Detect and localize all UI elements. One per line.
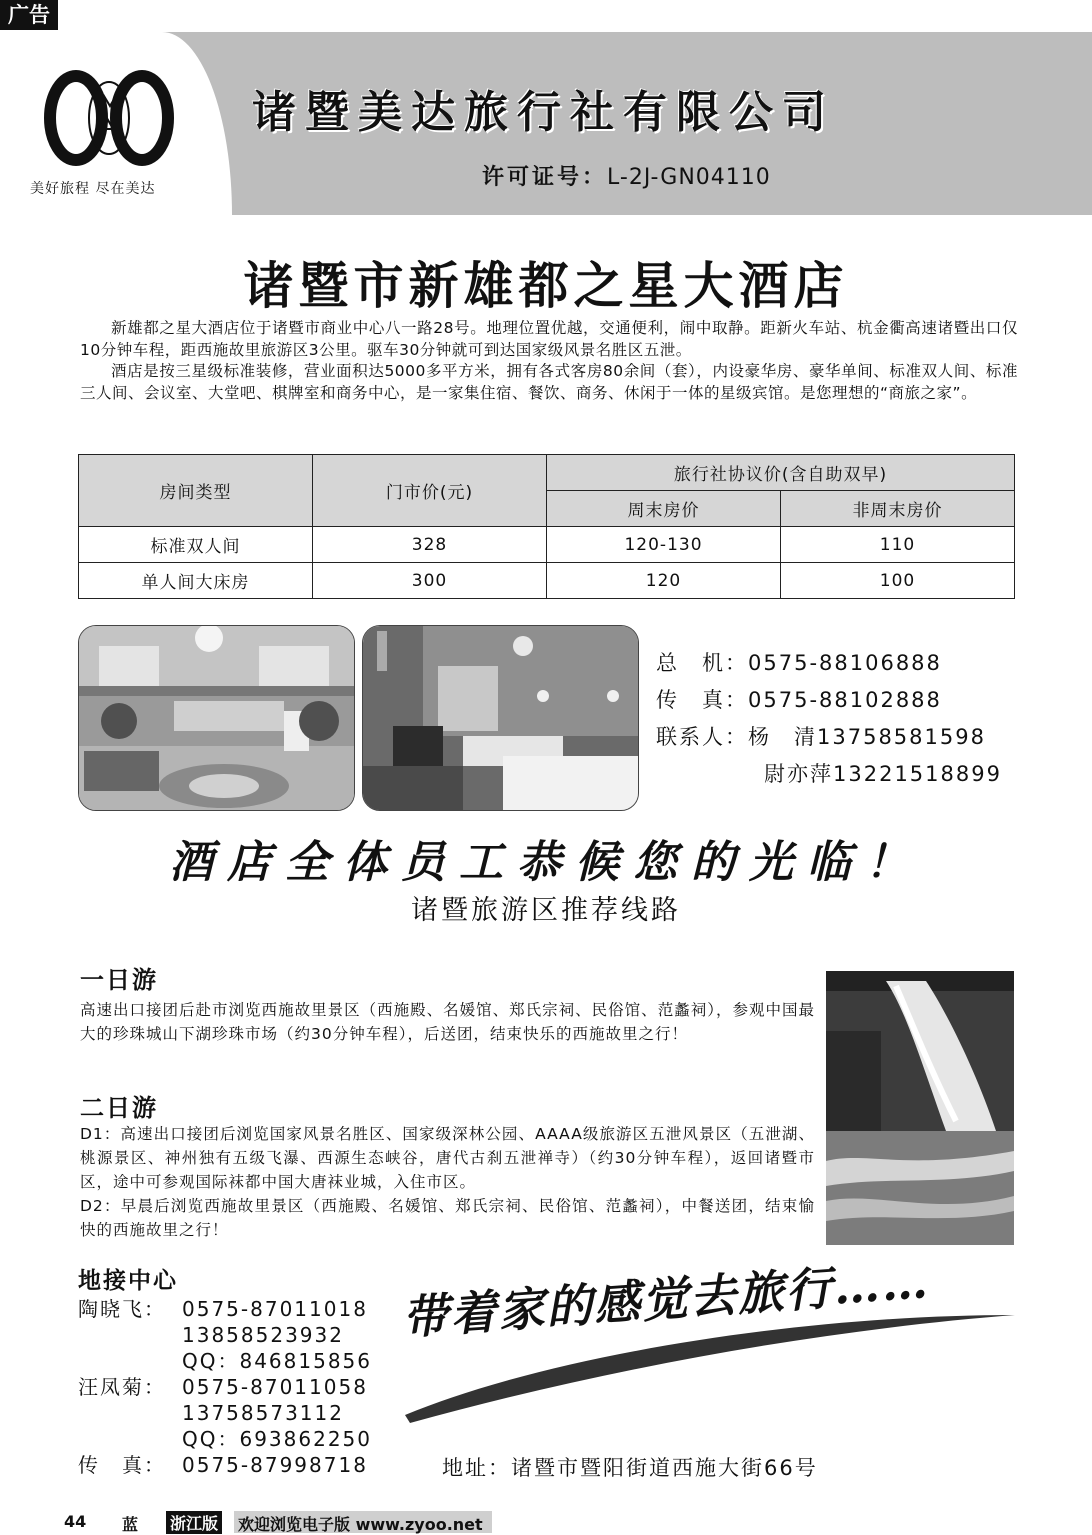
slogan: 美好旅程 尽在美达 — [30, 181, 156, 197]
fax-number: 0575-87998718 — [182, 1453, 368, 1477]
cell-room-type: 标准双人间 — [79, 527, 313, 563]
page-number: 44 — [64, 1512, 87, 1531]
contact-row — [656, 756, 1002, 793]
company-logo — [36, 66, 186, 176]
two-day-title: 二日游 — [80, 1094, 158, 1122]
table-row — [79, 527, 1015, 563]
cell-weekday: 110 — [781, 527, 1015, 563]
cell-weekend: 120-130 — [547, 527, 781, 563]
intro-paragraph: 新雄都之星大酒店位于诸暨市商业中心八一路28号。地理位置优越，交通便利，闹中取静。距新火车站、杭金衢高速诸暨出口仅10分钟车程，距西施故里旅游区3公里。驱车30分钟就可到达国家级风景名胜区五泄。 — [80, 319, 1018, 359]
cell-room-type: 单人间大床房 — [79, 563, 313, 599]
lobby-photo — [78, 625, 355, 811]
license — [482, 160, 771, 191]
two-day-d1: D1：高速出口接团后浏览国家风景名胜区、国家级深林公园、AAAA级旅游区五泄风景区（五泄湖、桃源景区、神州独有五级飞瀑、西源生态峡谷，唐代古刹五泄禅寺）（约30分钟车程），返回诸暨市区，途中可参观国际袜都中国大唐袜业城，入住市区。 — [80, 1125, 815, 1191]
tagline: 带着家的感觉去旅行…… — [400, 1254, 932, 1345]
license-label: 许可证号： — [482, 165, 608, 190]
one-day-title: 一日游 — [80, 966, 158, 994]
fax-label: 传 真： — [656, 688, 748, 712]
switchboard-row — [656, 645, 1002, 682]
switchboard-label: 总 机： — [656, 651, 748, 675]
person-1-mobile: 13858523932 — [182, 1323, 344, 1347]
ad-tag: 广告 — [0, 0, 58, 30]
address: 地址：诸暨市暨阳街道西施大街66号 — [442, 1456, 818, 1480]
one-day-paragraph: 高速出口接团后赴市浏览西施故里景区（西施殿、名媛馆、郑氏宗祠、民俗馆、范蠡祠），参观中国最大的珍珠城山下湖珍珠市场（约30分钟车程），后送团，结束快乐的西施故里之行！ — [80, 1001, 815, 1043]
fax-label: 传 真： — [78, 1453, 166, 1477]
contact-label: 联系人： — [656, 725, 748, 749]
header-room-type: 房间类型 — [79, 455, 313, 527]
header-agency-rate: 旅行社协议价(含自助双早) — [547, 455, 1015, 491]
fax-row — [656, 682, 1002, 719]
reception-list — [78, 1296, 372, 1478]
reception-row — [78, 1374, 372, 1400]
waterfall-photo — [826, 971, 1014, 1245]
routes-title: 诸暨旅游区推荐线路 — [411, 895, 681, 926]
person-2-tel: 0575-87011058 — [182, 1375, 368, 1399]
switchboard-number: 0575-88106888 — [748, 651, 942, 675]
person-2-mobile: 13758573112 — [182, 1401, 344, 1425]
two-day-text — [80, 1122, 815, 1242]
fax-number: 0575-88102888 — [748, 688, 942, 712]
cell-weekday: 100 — [781, 563, 1015, 599]
header-weekend: 周末房价 — [547, 491, 781, 527]
person-2-qq: QQ：693862250 — [182, 1427, 373, 1451]
contact-person-2: 尉亦萍13221518899 — [764, 762, 1002, 786]
contact-row — [656, 719, 1002, 756]
company-name: 诸暨美达旅行社有限公司 — [252, 87, 835, 138]
edition-badge: 浙江版 — [166, 1511, 222, 1534]
person-1-tel: 0575-87011018 — [182, 1297, 368, 1321]
hotel-title: 诸暨市新雄都之星大酒店 — [243, 256, 849, 315]
person-1-qq: QQ：846815856 — [182, 1349, 373, 1373]
header-weekday: 非周末房价 — [781, 491, 1015, 527]
cell-weekend: 120 — [547, 563, 781, 599]
person-1-name: 陶晓飞： — [78, 1297, 166, 1321]
license-number: L-2J-GN04110 — [607, 165, 771, 190]
reception-title: 地接中心 — [78, 1268, 178, 1294]
person-2-name: 汪凤菊： — [78, 1375, 166, 1399]
reception-row — [78, 1296, 372, 1322]
hotel-intro — [80, 318, 1018, 404]
cell-rack-rate: 300 — [313, 563, 547, 599]
price-table — [78, 454, 1015, 599]
table-row — [79, 563, 1015, 599]
edition-label: 蓝 — [122, 1515, 139, 1534]
website-link[interactable]: 欢迎浏览电子版 www.zyoo.net — [238, 1515, 483, 1534]
reception-row — [78, 1452, 372, 1478]
cell-rack-rate: 328 — [313, 527, 547, 563]
one-day-text — [80, 998, 815, 1046]
room-photo — [362, 625, 639, 811]
contact-person-1: 杨 清13758581598 — [748, 725, 986, 749]
footer — [0, 1503, 1092, 1533]
welcome-slogan: 酒店全体员工恭候您的光临！ — [169, 837, 923, 888]
intro-paragraph: 酒店是按三星级标准装修，营业面积达5000多平方米，拥有各式客房80余间（套），内设豪华房、豪华单间、标准双人间、标准三人间、会议室、大堂吧、棋牌室和商务中心，是一家集住宿、餐饮、商务、休闲于一体的星级宾馆。是您理想的“商旅之家”。 — [80, 362, 1018, 402]
hotel-contacts — [656, 645, 1002, 793]
header-rack-rate: 门市价(元) — [313, 455, 547, 527]
two-day-d2: D2：早晨后浏览西施故里景区（西施殿、名媛馆、郑氏宗祠、民俗馆、范蠡祠），中餐送团，结束愉快的西施故里之行！ — [80, 1197, 815, 1239]
